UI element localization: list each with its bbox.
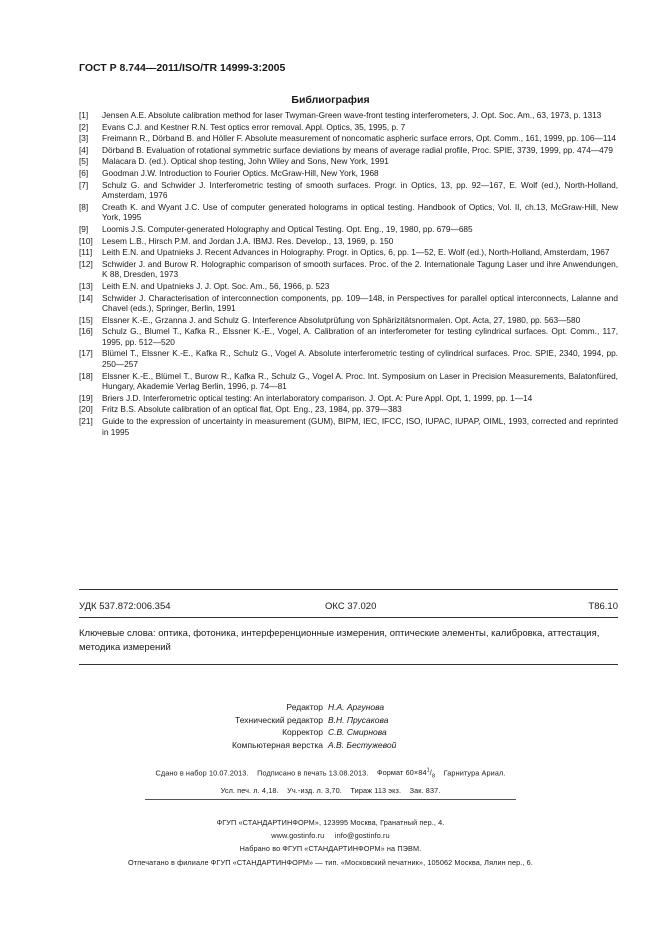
bibliography-item-number: [11]	[79, 247, 93, 258]
bibliography-item-text: Loomis J.S. Computer-generated Holography and Optical Testing. Opt. Eng., 19, 1980, pp. 679—685	[102, 223, 473, 234]
classifier-code: Т86.10	[588, 601, 618, 612]
credit-tech-editor	[0, 714, 661, 727]
divider-top	[79, 589, 618, 590]
credit-name: А.В. Бестужевой	[328, 739, 397, 750]
bibliography-item-number: [16]	[79, 326, 93, 337]
credit-label: Корректор	[282, 727, 323, 737]
bibliography-item	[79, 168, 618, 179]
bibliography-item-text: Elssner K.-E., Grzanna J. and Schulz G. Interference Absolutprüfung von Sphärizitätsnormalen. Opt. Acta, 27, 1980, pp. 563—580	[102, 314, 581, 325]
bibliography-item	[79, 236, 618, 247]
publisher-address: ФГУП «СТАНДАРТИНФОРМ», 123995 Москва, Гранатный пер., 4.	[216, 818, 445, 827]
format-sup: 1	[426, 768, 430, 774]
bibliography-item-text: Leith E.N. and Upatnieks J. Recent Advances in Holography. Progr. in Optics, 6, pp. 1—52, E. Wolf (ed.), North-Holland, Amsterdam, 1967	[102, 247, 610, 258]
order-number: Зак. 837.	[409, 785, 441, 795]
bibliography-item-text: Schwider J. Characterisation of interconnection components, pp. 109—148, in Perspectives for parallel optical interconnects, Lalanne and Chavel (eds.), Springer, Berlin, 1991	[102, 292, 618, 314]
print-run: Тираж 113 экз.	[350, 785, 402, 795]
credit-name: С.В. Смирнова	[328, 727, 387, 737]
bibliography-item	[79, 293, 618, 314]
bibliography-item-number: [14]	[79, 292, 93, 303]
bibliography-item-number: [3]	[79, 133, 89, 144]
credit-proofreader	[0, 726, 661, 739]
bibliography-item-text: Goodman J.W. Introduction to Fourier Optics. McGraw-Hill, New York, 1968	[102, 167, 379, 178]
oks-code: ОКС 37.020	[325, 601, 377, 612]
bibliography-item-text: Freimann R., Dörband B. and Höller F. Absolute measurement of noncomatic aspheric surface errors, Opt. Comm., 161, 1999, pp. 106—114	[102, 133, 617, 144]
bibliography-item	[79, 348, 618, 369]
format-label: Формат 60×84	[376, 768, 427, 778]
print-info-line-2	[0, 784, 661, 798]
bibliography-item-number: [5]	[79, 156, 89, 167]
bibliography-item	[79, 202, 618, 223]
bibliography-item-text: Leith E.N. and Upatnieks J. J. Opt. Soc. Am., 56, 1966, p. 523	[102, 280, 330, 291]
bibliography-item	[79, 281, 618, 292]
bibliography-item-number: [10]	[79, 235, 93, 246]
bibliography-item	[79, 416, 618, 437]
credits-block	[0, 701, 661, 751]
bibliography-item-text: Blümel T., Elssner K.-E., Kafka R., Schulz G., Vogel A. Absolute interferometric testing of cylindrical surfaces. Proc. SPIE, 2340, 1994, pp. 250—257	[102, 348, 618, 370]
publisher-printer: Отпечатано в филиале ФГУП «СТАНДАРТИНФОРМ» — тип. «Московский печатник», 105062 Москва, Лялин пер., 6.	[128, 857, 533, 867]
bibliography-item	[79, 122, 618, 133]
format-sub: 8	[431, 773, 436, 780]
bibliography-item	[79, 133, 618, 144]
bibliography-item-number: [6]	[79, 167, 89, 178]
bibliography-item-text: Dörband B. Evaluation of rotational symmetric surface deviations by means of average radial profile, Proc. SPIE, 3739, 1999, pp. 474—479	[102, 144, 614, 155]
publisher-info	[0, 816, 661, 869]
print-sheets: Усл. печ. л. 4,18.	[220, 785, 279, 795]
standard-header: ГОСТ Р 8.744—2011/ISO/TR 14999-3:2005	[79, 62, 286, 74]
bibliography-item	[79, 247, 618, 258]
bibliography-item-number: [2]	[79, 121, 89, 132]
bibliography-item-text: Schulz G., Blumel T., Kafka R., Elssner K.-E., Vogel, A. Calibration of an interferometer for testing cylindrical surfaces. Opt. Comm., 117, 1995, pp. 512—520	[102, 326, 618, 347]
bibliography-item-text: Schwider J. and Burow R. Holographic comparison of smooth surfaces. Proc. of the 2. Internationale Tagung Laser und ihre Anwendungen, K 88, Dresden, 1973	[102, 258, 618, 280]
bibliography-item-number: [9]	[79, 223, 89, 234]
credit-name: В.Н. Прусакова	[328, 714, 389, 725]
bibliography-item-text: Fritz B.S. Absolute calibration of an optical flat, Opt. Eng., 23, 1984, pp. 379—383	[102, 404, 402, 415]
bibliography-title: Библиография	[291, 94, 370, 106]
publisher-typeset: Набрано во ФГУП «СТАНДАРТИНФОРМ» на ПЭВМ.	[239, 844, 422, 854]
bibliography-item-number: [20]	[79, 404, 93, 415]
bibliography-item-number: [15]	[79, 314, 93, 325]
bibliography-item-text: Creath K. and Wyant J.C. Use of computer generated holograms in optical testing. Handbook of Optics, Vol. II, ch.13, McGraw-Hill, New York, 1995	[102, 201, 618, 223]
divider-middle	[79, 617, 618, 618]
bibliography-item	[79, 404, 618, 415]
bibliography-item-number: [21]	[79, 416, 93, 427]
credit-name: Н.А. Аргунова	[328, 702, 385, 712]
bibliography-item	[79, 145, 618, 156]
bibliography-item-number: [8]	[79, 201, 89, 212]
bibliography-item-number: [18]	[79, 370, 93, 381]
bibliography-item-text: Schulz G. and Schwider J. Interferometric testing of smooth surfaces. Progr. in Optics, 13, pp. 92—167, E. Wolf (ed.), North-Holland, Amsterdam, 1976	[102, 179, 618, 201]
bibliography-item-number: [4]	[79, 144, 89, 155]
credit-layout	[0, 739, 661, 752]
bibliography-item	[79, 224, 618, 235]
bibliography-item-text: Briers J.D. Interferometric optical testing: An interlaboratory comparison. J. Opt. A: Pure Appl. Opt, 1, 1999, pp. 1—14	[102, 392, 533, 403]
bibliography-item	[79, 259, 618, 280]
bibliography-item-text: Evans C.J. and Kestner R.N. Test optics error removal. Appl. Optics, 35, 1995, p. 7	[102, 121, 406, 132]
bibliography-item-number: [12]	[79, 258, 93, 269]
credit-editor	[0, 701, 661, 714]
credit-label: Редактор	[286, 702, 323, 712]
print-info-line-1	[0, 764, 661, 784]
bibliography-item	[79, 315, 618, 326]
classification-row	[79, 601, 618, 613]
divider-bottom	[79, 664, 618, 665]
print-info	[0, 764, 661, 798]
divider-publisher	[145, 799, 516, 800]
bibliography-item-text: Lesem L.B., Hirsch P.M. and Jordan J.A. IBMJ. Res. Develop., 13, 1969, p. 150	[102, 235, 394, 246]
paper-format: Формат $60\times 84^1/_8$	[376, 768, 436, 780]
submitted-date: Сдано в набор 10.07.2013.	[155, 768, 249, 778]
bibliography-item-number: [7]	[79, 179, 89, 190]
bibliography-item-number: [17]	[79, 348, 93, 359]
bibliography-item-text: Elssner K.-E., Blümel T., Burow R., Kafka R., Schulz G., Vogel A. Proc. Int. Symposium on Laser in Precision Measurements, Balatonfüred, Hungary, Akademie Verlag Berlin, 1996, p. 74—81	[102, 370, 618, 392]
bibliography-item	[79, 110, 618, 121]
edit-sheets: Уч.-изд. л. 3,70.	[287, 785, 342, 795]
bibliography-item	[79, 393, 618, 404]
udk-code: УДК 537.872:006.354	[79, 601, 171, 612]
bibliography-item-text: Malacara D. (ed.). Optical shop testing, John Wiley and Sons, New York, 1991	[102, 156, 389, 167]
bibliography-item	[79, 180, 618, 201]
bibliography-item-number: [13]	[79, 280, 93, 291]
bibliography-list	[79, 110, 618, 438]
credit-label: Технический редактор	[235, 714, 323, 725]
bibliography-item	[79, 371, 618, 392]
keywords: Ключевые слова: оптика, фотоника, интерференционные измерения, оптические элементы, калибровка, аттестация, методика измерений	[79, 628, 600, 653]
bibliography-item	[79, 156, 618, 167]
publisher-web: www.gostinfo.ru info@gostinfo.ru	[271, 831, 390, 841]
signed-date: Подписано в печать 13.08.2013.	[257, 768, 369, 778]
bibliography-item-text: Guide to the expression of uncertainty in measurement (GUM), BIPM, IEC, IFCC, ISO, IUPAC, IUPAP, OIML, 1993, corrected and reprinted in 1995	[102, 416, 618, 437]
typeface: Гарнитура Ариал.	[443, 768, 506, 778]
credit-label: Компьютерная верстка	[231, 739, 323, 750]
bibliography-item	[79, 326, 618, 347]
bibliography-item-text: Jensen A.E. Absolute calibration method for laser Twyman-Green wave-front testing interferometers, J. Opt. Soc. Am., 63, 1973, p. 1313	[102, 110, 602, 120]
bibliography-item-number: [1]	[79, 110, 89, 120]
bibliography-item-number: [19]	[79, 392, 93, 403]
